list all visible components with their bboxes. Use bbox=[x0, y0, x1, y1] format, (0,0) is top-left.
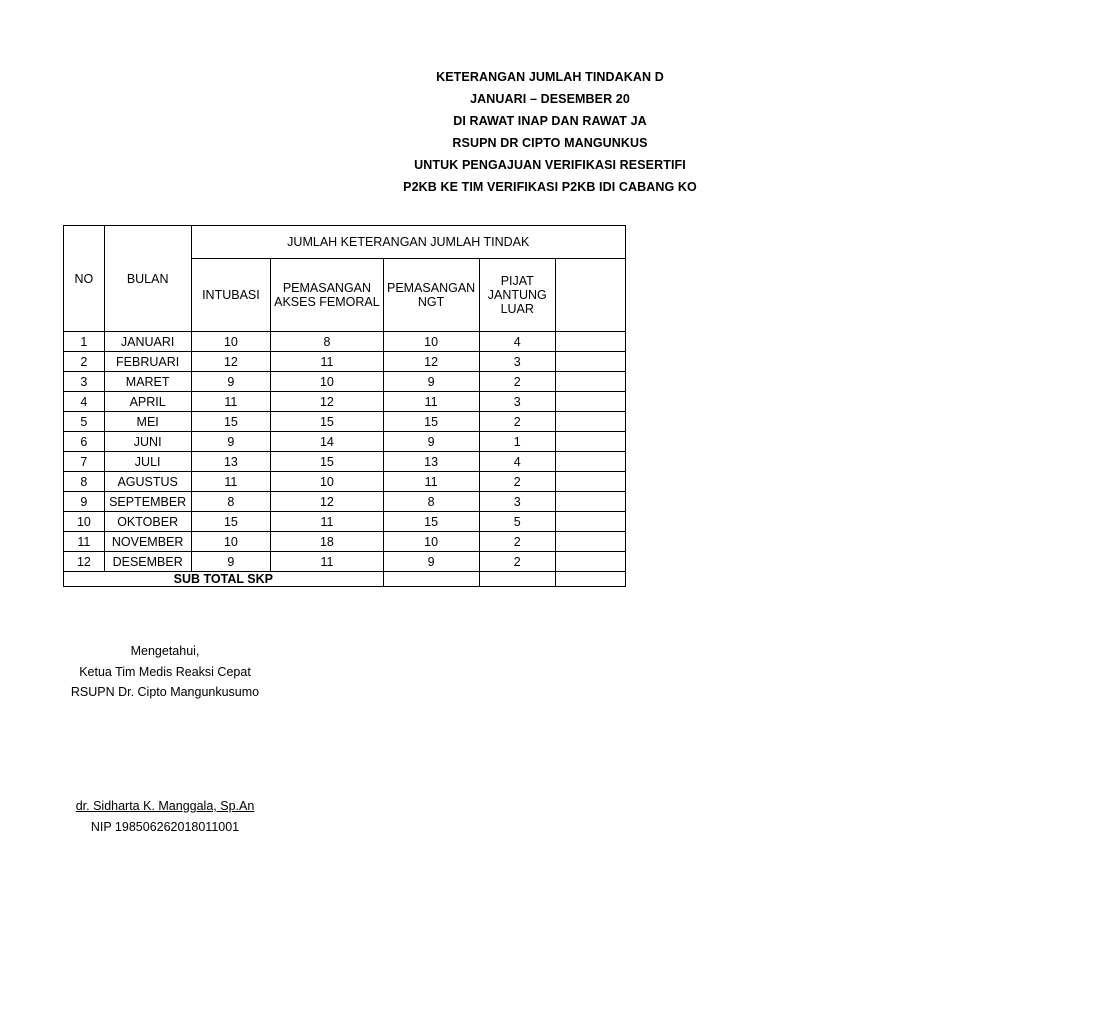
col-header-bulan: BULAN bbox=[104, 226, 191, 332]
cell-ngt: 9 bbox=[383, 432, 479, 452]
cell-pijat-jantung: 2 bbox=[479, 472, 555, 492]
heading-line-5: UNTUK PENGAJUAN VERIFIKASI RESERTIFI bbox=[414, 158, 686, 172]
cell-akses-femoral: 8 bbox=[271, 332, 383, 352]
cell-akses-femoral: 15 bbox=[271, 412, 383, 432]
cell-ngt: 12 bbox=[383, 352, 479, 372]
cell-ngt: 11 bbox=[383, 472, 479, 492]
cell-ngt: 9 bbox=[383, 372, 479, 392]
cell-pijat-jantung: 2 bbox=[479, 412, 555, 432]
cell-akses-femoral: 18 bbox=[271, 532, 383, 552]
cell-ngt: 11 bbox=[383, 392, 479, 412]
cell-bulan: MARET bbox=[104, 372, 191, 392]
signer-position: Ketua Tim Medis Reaksi Cepat bbox=[79, 664, 251, 679]
col-header-no: NO bbox=[64, 226, 105, 332]
cell-bulan: MEI bbox=[104, 412, 191, 432]
cell-extra bbox=[555, 532, 625, 552]
cell-akses-femoral: 12 bbox=[271, 492, 383, 512]
table-row bbox=[64, 472, 626, 492]
cell-intubasi: 13 bbox=[191, 452, 271, 472]
cell-bulan: APRIL bbox=[104, 392, 191, 412]
col-header-intubasi: INTUBASI bbox=[191, 259, 271, 332]
cell-bulan: OKTOBER bbox=[104, 512, 191, 532]
signer-nip: NIP 198506262018011001 bbox=[90, 819, 240, 834]
cell-akses-femoral: 15 bbox=[271, 452, 383, 472]
cell-extra bbox=[555, 552, 625, 572]
cell-bulan: JUNI bbox=[104, 432, 191, 452]
col-header-group bbox=[191, 226, 625, 259]
cell-pijat-jantung: 2 bbox=[479, 532, 555, 552]
cell-pijat-jantung: 5 bbox=[479, 512, 555, 532]
procedure-table bbox=[63, 225, 626, 587]
cell-intubasi: 8 bbox=[191, 492, 271, 512]
subtotal-ngt bbox=[383, 572, 479, 587]
cell-no: 2 bbox=[64, 352, 105, 372]
col-header-akses-femoral: PEMASANGAN AKSES FEMORAL bbox=[271, 259, 383, 332]
cell-intubasi: 12 bbox=[191, 352, 271, 372]
heading-line-1: KETERANGAN JUMLAH TINDAKAN D bbox=[436, 70, 664, 84]
cell-pijat-jantung: 2 bbox=[479, 552, 555, 572]
table-header bbox=[64, 226, 626, 332]
cell-pijat-jantung: 3 bbox=[479, 392, 555, 412]
heading-line-6: P2KB KE TIM VERIFIKASI P2KB IDI CABANG KO bbox=[403, 180, 697, 194]
signer-identity bbox=[60, 796, 270, 837]
cell-intubasi: 11 bbox=[191, 472, 271, 492]
subtotal-pijat bbox=[479, 572, 555, 587]
cell-no: 5 bbox=[64, 412, 105, 432]
col-header-extra bbox=[555, 259, 625, 332]
cell-no: 3 bbox=[64, 372, 105, 392]
table-row bbox=[64, 532, 626, 552]
cell-intubasi: 9 bbox=[191, 432, 271, 452]
cell-no: 6 bbox=[64, 432, 105, 452]
cell-no: 12 bbox=[64, 552, 105, 572]
heading-line-2: JANUARI – DESEMBER 20 bbox=[470, 92, 630, 106]
cell-intubasi: 15 bbox=[191, 512, 271, 532]
cell-no: 1 bbox=[64, 332, 105, 352]
cell-pijat-jantung: 4 bbox=[479, 332, 555, 352]
cell-ngt: 10 bbox=[383, 332, 479, 352]
cell-akses-femoral: 11 bbox=[271, 552, 383, 572]
cell-intubasi: 10 bbox=[191, 532, 271, 552]
cell-intubasi: 9 bbox=[191, 552, 271, 572]
col-header-ngt: PEMASANGAN NGT bbox=[383, 259, 479, 332]
cell-pijat-jantung: 1 bbox=[479, 432, 555, 452]
cell-extra bbox=[555, 332, 625, 352]
acknowledged-text: Mengetahui, bbox=[130, 644, 200, 658]
group-header-text: JUMLAH KETERANGAN JUMLAH TINDAK bbox=[287, 235, 530, 249]
cell-bulan: AGUSTUS bbox=[104, 472, 191, 492]
cell-no: 9 bbox=[64, 492, 105, 512]
table-row bbox=[64, 412, 626, 432]
cell-intubasi: 9 bbox=[191, 372, 271, 392]
table-row bbox=[64, 392, 626, 412]
cell-no: 4 bbox=[64, 392, 105, 412]
cell-ngt: 15 bbox=[383, 412, 479, 432]
cell-extra bbox=[555, 432, 625, 452]
table-row bbox=[64, 432, 626, 452]
cell-extra bbox=[555, 472, 625, 492]
cell-intubasi: 10 bbox=[191, 332, 271, 352]
table-row bbox=[64, 492, 626, 512]
cell-extra bbox=[555, 352, 625, 372]
cell-extra bbox=[555, 492, 625, 512]
cell-pijat-jantung: 3 bbox=[479, 352, 555, 372]
cell-no: 10 bbox=[64, 512, 105, 532]
table-row bbox=[64, 552, 626, 572]
cell-bulan: JANUARI bbox=[104, 332, 191, 352]
cell-pijat-jantung: 4 bbox=[479, 452, 555, 472]
cell-ngt: 9 bbox=[383, 552, 479, 572]
table-row bbox=[64, 352, 626, 372]
cell-bulan: JULI bbox=[104, 452, 191, 472]
cell-bulan: DESEMBER bbox=[104, 552, 191, 572]
table-row bbox=[64, 372, 626, 392]
cell-extra bbox=[555, 392, 625, 412]
cell-ngt: 13 bbox=[383, 452, 479, 472]
signature-block bbox=[60, 641, 270, 703]
cell-extra bbox=[555, 372, 625, 392]
heading-line-3: DI RAWAT INAP DAN RAWAT JA bbox=[453, 114, 647, 128]
cell-no: 8 bbox=[64, 472, 105, 492]
cell-extra bbox=[555, 512, 625, 532]
cell-akses-femoral: 14 bbox=[271, 432, 383, 452]
cell-no: 11 bbox=[64, 532, 105, 552]
cell-ngt: 15 bbox=[383, 512, 479, 532]
cell-akses-femoral: 11 bbox=[271, 512, 383, 532]
cell-ngt: 8 bbox=[383, 492, 479, 512]
table-row bbox=[64, 452, 626, 472]
table-body bbox=[64, 332, 626, 572]
cell-akses-femoral: 10 bbox=[271, 372, 383, 392]
col-header-pijat-jantung: PIJAT JANTUNG LUAR bbox=[479, 259, 555, 332]
subtotal-label: SUB TOTAL SKP bbox=[64, 572, 384, 587]
cell-bulan: NOVEMBER bbox=[104, 532, 191, 552]
cell-intubasi: 11 bbox=[191, 392, 271, 412]
cell-pijat-jantung: 2 bbox=[479, 372, 555, 392]
cell-akses-femoral: 12 bbox=[271, 392, 383, 412]
cell-ngt: 10 bbox=[383, 532, 479, 552]
cell-akses-femoral: 11 bbox=[271, 352, 383, 372]
heading-line-4: RSUPN DR CIPTO MANGUNKUS bbox=[452, 136, 648, 150]
cell-extra bbox=[555, 412, 625, 432]
cell-no: 7 bbox=[64, 452, 105, 472]
cell-bulan: SEPTEMBER bbox=[104, 492, 191, 512]
cell-akses-femoral: 10 bbox=[271, 472, 383, 492]
cell-bulan: FEBRUARI bbox=[104, 352, 191, 372]
table-footer bbox=[64, 572, 626, 587]
cell-extra bbox=[555, 452, 625, 472]
subtotal-extra bbox=[555, 572, 625, 587]
table-row bbox=[64, 332, 626, 352]
cell-intubasi: 15 bbox=[191, 412, 271, 432]
signer-institution: RSUPN Dr. Cipto Mangunkusumo bbox=[70, 685, 260, 699]
signer-name: dr. Sidharta K. Manggala, Sp.An bbox=[75, 799, 255, 813]
cell-pijat-jantung: 3 bbox=[479, 492, 555, 512]
table-row bbox=[64, 512, 626, 532]
subtotal-row bbox=[64, 572, 626, 587]
